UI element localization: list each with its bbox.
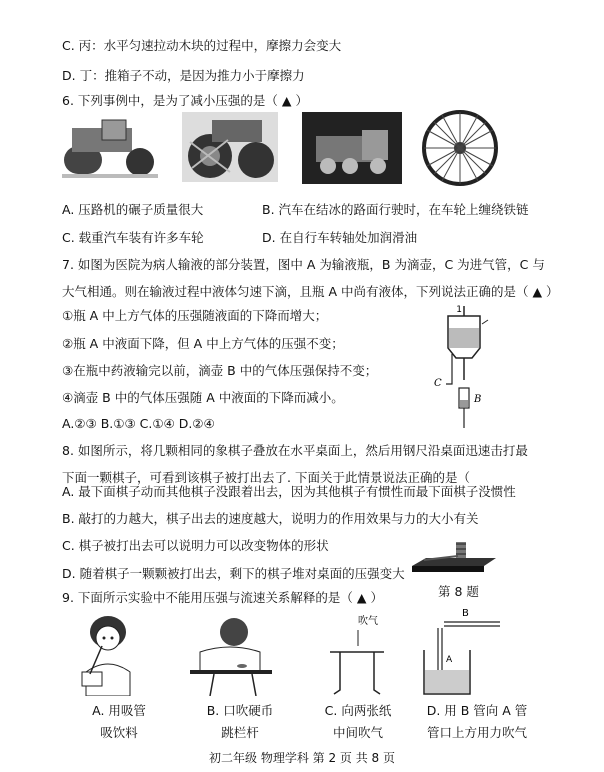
tube-blow-image [420,604,510,696]
q6-option-b: B. 汽车在结冰的路面行驶时，在车轮上缠绕铁链 [262,202,529,217]
q6-option-c: C. 载重汽车装有许多车轮 [62,230,204,245]
fig9d-label-a: A [446,655,453,665]
q9-caption-d [412,700,542,744]
q7-options: A.②③ B.①③ C.①④ D.②④ [62,416,215,431]
coin-jump-image [190,612,272,696]
q9-caption-b [200,700,280,744]
q8-option-b: B. 敲打的力越大，棋子出去的速度越大，说明力的作用效果与力的大小有关 [62,511,479,526]
q9-caption-c-line2: 中间吹气 [332,725,383,740]
q7-statement-2: ②瓶 A 中液面下降，但 A 中上方气体的压强不变； [62,336,344,351]
chained-tire-tractor-image [182,112,278,182]
road-roller-image [62,118,158,178]
fig9c-blow-label: 吹气 [358,616,378,627]
q7-statement-4: ④滴壶 B 中的气体压强随 A 中液面的下降而减小。 [62,390,344,405]
q9-caption-d-line2: 管口上方用力吹气 [426,725,527,740]
fig9d-label-b: B [462,608,469,619]
heavy-truck-image [302,112,402,184]
q9-caption-b-line1: B. 口吹硬币 [206,703,274,718]
q8-option-a: A. 最下面棋子动而其他棋子没跟着出去，因为其他棋子有惯性而最下面棋子没惯性 [62,484,516,499]
q5-option-d: D. 丁：推箱子不动，是因为推力小于摩擦力 [62,68,305,83]
fig7-label-b: B [474,394,482,405]
q8-option-d: D. 随着棋子一颗颗被打出去，剩下的棋子堆对桌面的压强变大 [62,566,405,581]
q7-stem-line2: 大气相通。则在输液过程中液体匀速下滴，且瓶 A 中尚有液体，下列说法正确的是（ ▲ ） [62,284,559,299]
fig8-label: 第 8 题 [438,584,479,599]
two-papers-image [320,612,390,696]
q7-stem-line1: 7. 如图为医院为病人输液的部分装置，图中 A 为输液瓶，B 为滴壶，C 为进气管，C 与 [62,257,545,272]
bicycle-wheel-image [420,108,500,188]
q9-stem: 9. 下面所示实验中不能用压强与流速关系解释的是（ ▲ ） [62,590,383,605]
q6-option-a: A. 压路机的碾子质量很大 [62,202,204,217]
q8-stem-line1: 8. 如图所示，将几颗相同的象棋子叠放在水平桌面上，然后用钢尺沿桌面迅速击打最 [62,443,528,458]
fig7-label-1: 1 [456,305,462,315]
q8-option-c: C. 棋子被打出去可以说明力可以改变物体的形状 [62,538,329,553]
q9-caption-a-line1: A. 用吸管 [92,703,146,718]
q7-statement-3: ③在瓶中药液输完以前，滴壶 B 中的气体压强保持不变； [62,363,378,378]
fig7-label-c: C [434,378,442,389]
q6-option-d: D. 在自行车转轴处加润滑油 [262,230,418,245]
q9-caption-c [318,700,398,744]
chess-pieces-figure [412,536,496,576]
iv-drip-diagram [428,302,508,432]
q9-caption-c-line1: C. 向两张纸 [324,703,392,718]
girl-drinking-straw-image [68,612,148,696]
page-footer: 初二年级 物理学科 第 2 页 共 8 页 [209,751,395,765]
q8-stem-line2: 下面一颗棋子，可看到该棋子被打出去了. 下面关于此情景说法正确的是（ [62,470,470,485]
q9-caption-a-line2: 吸饮料 [100,725,138,740]
q9-caption-b-line2: 跳栏杆 [221,725,259,740]
q7-statement-1: ①瓶 A 中上方气体的压强随液面的下降而增大； [62,308,328,323]
q6-stem: 6. 下列事例中，是为了减小压强的是（ ▲ ） [62,93,308,108]
q9-caption-d-line1: D. 用 B 管向 A 管 [426,703,528,718]
q5-option-c: C. 丙：水平匀速拉动木块的过程中，摩擦力会变大 [62,38,342,53]
q9-caption-a [84,700,154,744]
